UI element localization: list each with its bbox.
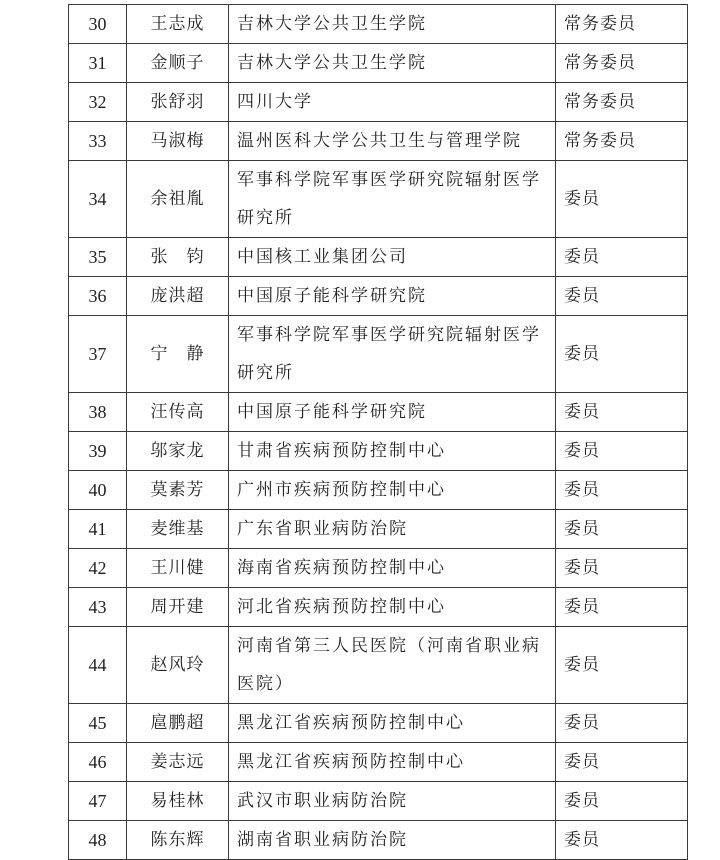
table-row bbox=[69, 5, 688, 44]
row-number-cell: 47 bbox=[69, 782, 127, 821]
table-row bbox=[69, 549, 688, 588]
row-number-cell: 40 bbox=[69, 471, 127, 510]
member-role-cell: 委员 bbox=[556, 432, 688, 471]
member-organization-cell: 军事科学院军事医学研究院辐射医学研究所 bbox=[229, 316, 556, 393]
member-organization-cell: 温州医科大学公共卫生与管理学院 bbox=[229, 122, 556, 161]
table-row bbox=[69, 471, 688, 510]
row-number-cell: 37 bbox=[69, 316, 127, 393]
row-number-cell: 31 bbox=[69, 44, 127, 83]
table-row bbox=[69, 588, 688, 627]
member-role-cell: 委员 bbox=[556, 821, 688, 860]
row-number-cell: 48 bbox=[69, 821, 127, 860]
member-role-cell: 常务委员 bbox=[556, 83, 688, 122]
member-name-cell: 汪传高 bbox=[127, 393, 229, 432]
member-role-cell: 委员 bbox=[556, 471, 688, 510]
member-organization-cell: 中国原子能科学研究院 bbox=[229, 393, 556, 432]
row-number-cell: 30 bbox=[69, 5, 127, 44]
member-organization-cell: 吉林大学公共卫生学院 bbox=[229, 44, 556, 83]
table-row bbox=[69, 743, 688, 782]
member-role-cell: 常务委员 bbox=[556, 5, 688, 44]
member-role-cell: 委员 bbox=[556, 393, 688, 432]
member-name-cell: 庞洪超 bbox=[127, 277, 229, 316]
table-row bbox=[69, 782, 688, 821]
table-row bbox=[69, 122, 688, 161]
member-name-cell: 王志成 bbox=[127, 5, 229, 44]
member-name-cell: 王川健 bbox=[127, 549, 229, 588]
row-number-cell: 43 bbox=[69, 588, 127, 627]
member-organization-cell: 中国原子能科学研究院 bbox=[229, 277, 556, 316]
member-name-cell: 金顺子 bbox=[127, 44, 229, 83]
member-name-cell: 易桂林 bbox=[127, 782, 229, 821]
member-organization-cell: 河南省第三人民医院（河南省职业病医院） bbox=[229, 627, 556, 704]
table-row bbox=[69, 277, 688, 316]
table-row bbox=[69, 238, 688, 277]
table-row bbox=[69, 704, 688, 743]
row-number-cell: 45 bbox=[69, 704, 127, 743]
table-row bbox=[69, 432, 688, 471]
table-row bbox=[69, 510, 688, 549]
row-number-cell: 44 bbox=[69, 627, 127, 704]
member-role-cell: 委员 bbox=[556, 238, 688, 277]
member-organization-cell: 吉林大学公共卫生学院 bbox=[229, 5, 556, 44]
table-row bbox=[69, 83, 688, 122]
member-organization-cell: 湖南省职业病防治院 bbox=[229, 821, 556, 860]
row-number-cell: 35 bbox=[69, 238, 127, 277]
member-name-cell: 马淑梅 bbox=[127, 122, 229, 161]
member-role-cell: 委员 bbox=[556, 704, 688, 743]
member-name-cell: 宁 静 bbox=[127, 316, 229, 393]
member-organization-cell: 甘肃省疾病预防控制中心 bbox=[229, 432, 556, 471]
member-table bbox=[68, 4, 688, 860]
member-name-cell: 姜志远 bbox=[127, 743, 229, 782]
member-name-cell: 莫素芳 bbox=[127, 471, 229, 510]
member-name-cell: 余祖胤 bbox=[127, 161, 229, 238]
member-role-cell: 委员 bbox=[556, 782, 688, 821]
member-organization-cell: 河北省疾病预防控制中心 bbox=[229, 588, 556, 627]
member-organization-cell: 海南省疾病预防控制中心 bbox=[229, 549, 556, 588]
row-number-cell: 41 bbox=[69, 510, 127, 549]
table-row bbox=[69, 627, 688, 704]
member-name-cell: 扈鹏超 bbox=[127, 704, 229, 743]
table-row bbox=[69, 44, 688, 83]
row-number-cell: 46 bbox=[69, 743, 127, 782]
row-number-cell: 34 bbox=[69, 161, 127, 238]
member-name-cell: 周开建 bbox=[127, 588, 229, 627]
member-organization-cell: 四川大学 bbox=[229, 83, 556, 122]
row-number-cell: 39 bbox=[69, 432, 127, 471]
member-organization-cell: 军事科学院军事医学研究院辐射医学研究所 bbox=[229, 161, 556, 238]
member-organization-cell: 黑龙江省疾病预防控制中心 bbox=[229, 743, 556, 782]
member-organization-cell: 广州市疾病预防控制中心 bbox=[229, 471, 556, 510]
row-number-cell: 36 bbox=[69, 277, 127, 316]
member-organization-cell: 黑龙江省疾病预防控制中心 bbox=[229, 704, 556, 743]
table-row bbox=[69, 316, 688, 393]
member-organization-cell: 中国核工业集团公司 bbox=[229, 238, 556, 277]
table-row bbox=[69, 821, 688, 860]
member-role-cell: 委员 bbox=[556, 549, 688, 588]
member-role-cell: 常务委员 bbox=[556, 44, 688, 83]
row-number-cell: 42 bbox=[69, 549, 127, 588]
member-table-body bbox=[69, 5, 688, 860]
member-role-cell: 委员 bbox=[556, 588, 688, 627]
member-name-cell: 麦维基 bbox=[127, 510, 229, 549]
member-name-cell: 张舒羽 bbox=[127, 83, 229, 122]
member-role-cell: 委员 bbox=[556, 743, 688, 782]
member-role-cell: 委员 bbox=[556, 510, 688, 549]
row-number-cell: 33 bbox=[69, 122, 127, 161]
member-name-cell: 张 钧 bbox=[127, 238, 229, 277]
member-name-cell: 邬家龙 bbox=[127, 432, 229, 471]
member-name-cell: 赵风玲 bbox=[127, 627, 229, 704]
member-role-cell: 委员 bbox=[556, 277, 688, 316]
member-name-cell: 陈东辉 bbox=[127, 821, 229, 860]
member-organization-cell: 广东省职业病防治院 bbox=[229, 510, 556, 549]
table-row bbox=[69, 393, 688, 432]
member-organization-cell: 武汉市职业病防治院 bbox=[229, 782, 556, 821]
member-role-cell: 委员 bbox=[556, 316, 688, 393]
member-role-cell: 委员 bbox=[556, 627, 688, 704]
member-role-cell: 委员 bbox=[556, 161, 688, 238]
member-role-cell: 常务委员 bbox=[556, 122, 688, 161]
table-row bbox=[69, 161, 688, 238]
row-number-cell: 32 bbox=[69, 83, 127, 122]
row-number-cell: 38 bbox=[69, 393, 127, 432]
